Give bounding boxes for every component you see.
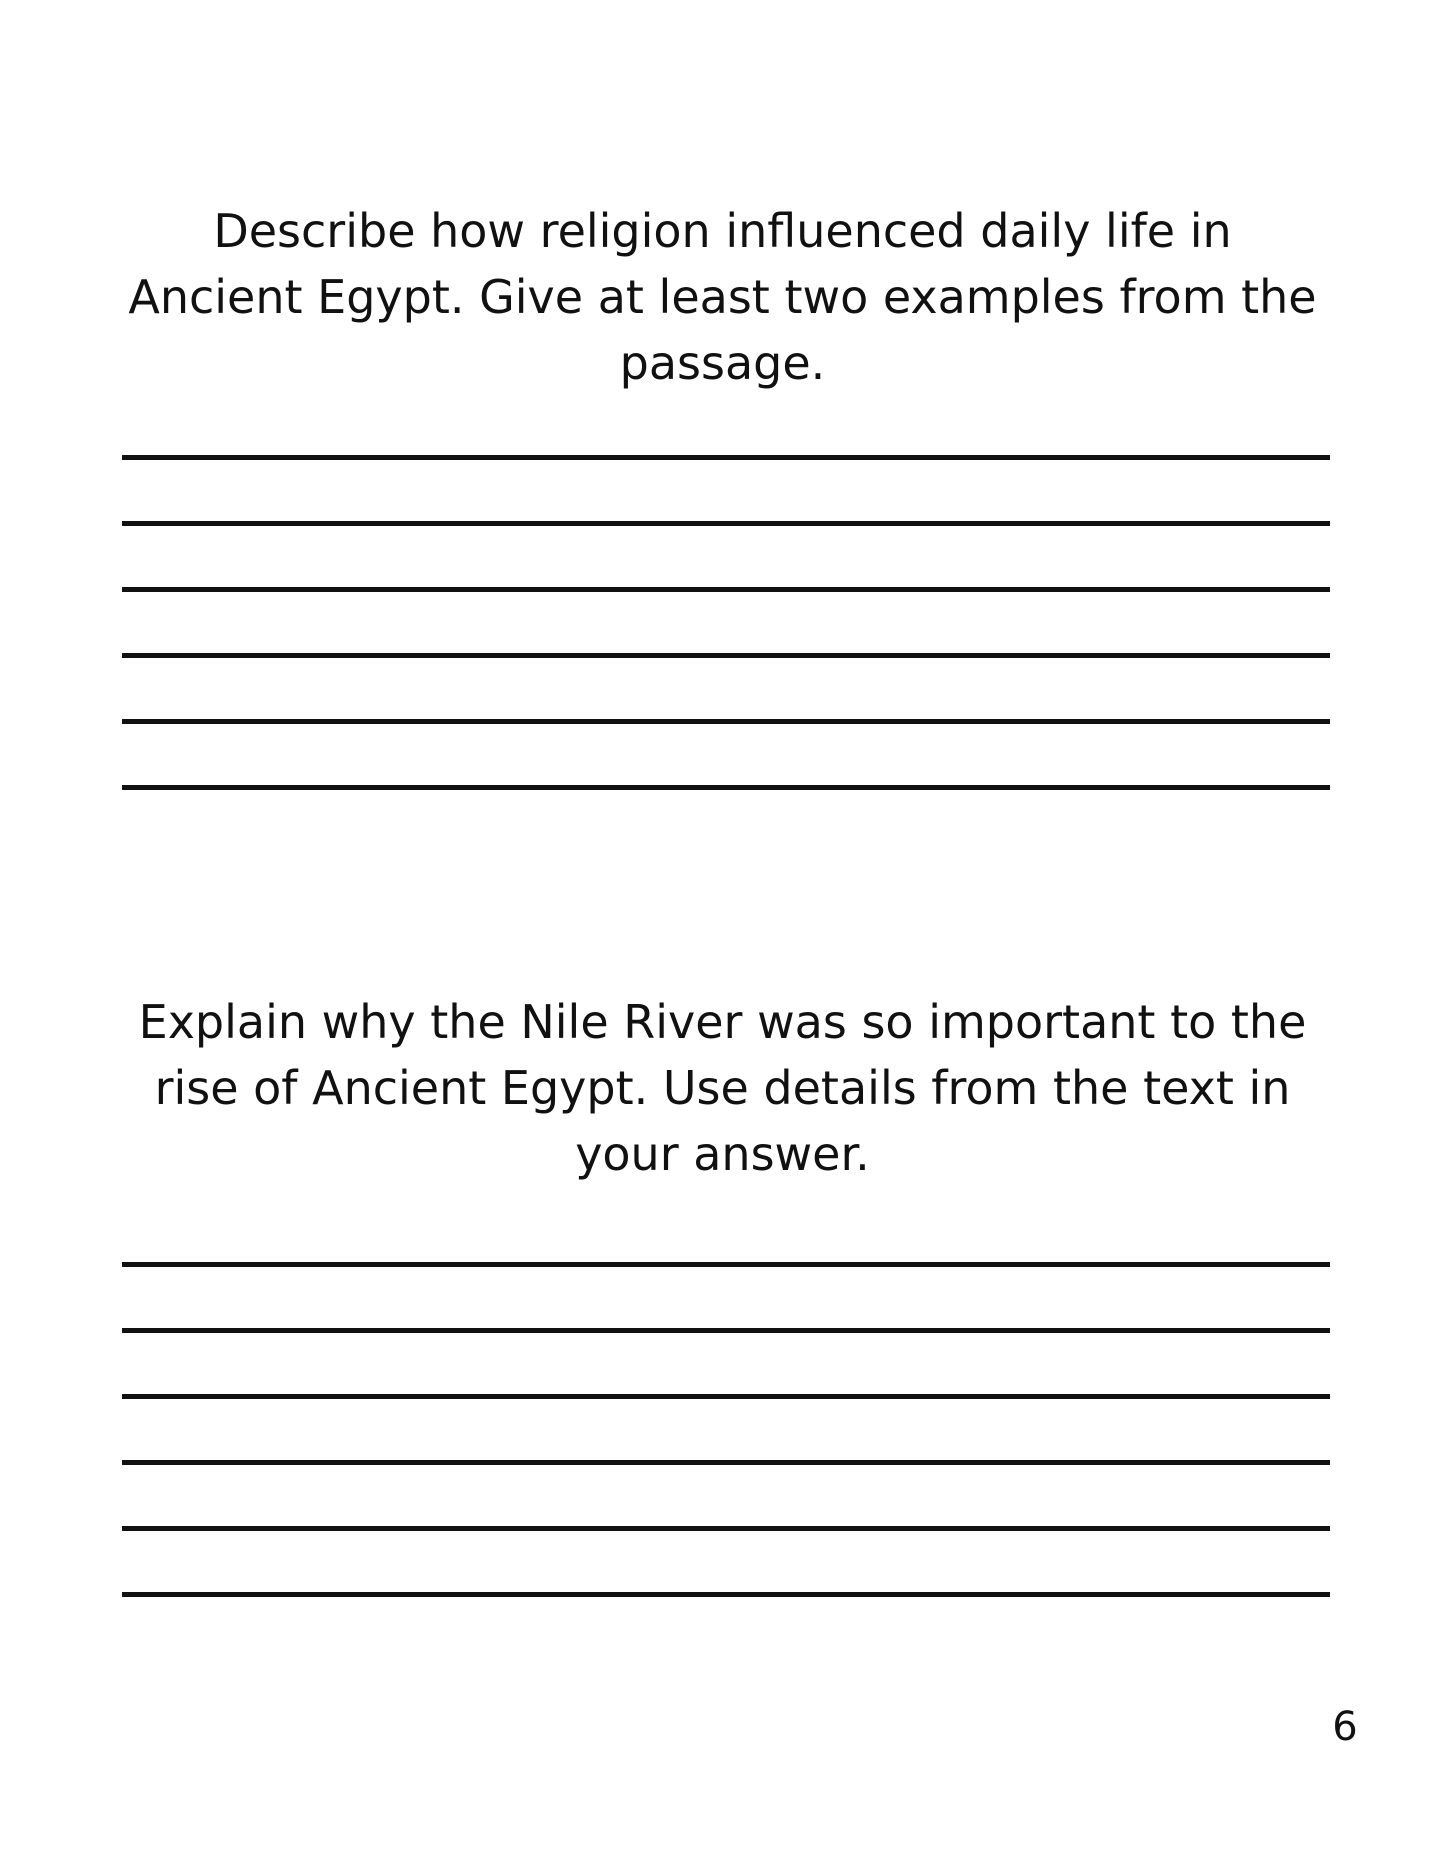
answer-line[interactable]: [122, 1460, 1330, 1465]
answer-line[interactable]: [122, 719, 1330, 724]
answer-line[interactable]: [122, 1526, 1330, 1531]
answer-line[interactable]: [122, 455, 1330, 460]
answer-line[interactable]: [122, 1328, 1330, 1333]
answer-line[interactable]: [122, 587, 1330, 592]
page-number: 6: [1332, 1704, 1358, 1750]
answer-line[interactable]: [122, 521, 1330, 526]
answer-line[interactable]: [122, 653, 1330, 658]
question-1-prompt: Describe how religion influenced daily life in Ancient Egypt. Give at least two examples from the passage.: [128, 204, 1317, 390]
question-2-prompt: Explain why the Nile River was so important to the rise of Ancient Egypt. Use details from the text in your answer.: [138, 995, 1307, 1181]
answer-line[interactable]: [122, 1394, 1330, 1399]
answer-line[interactable]: [122, 1592, 1330, 1597]
answer-line[interactable]: [122, 785, 1330, 790]
answer-line[interactable]: [122, 1262, 1330, 1267]
